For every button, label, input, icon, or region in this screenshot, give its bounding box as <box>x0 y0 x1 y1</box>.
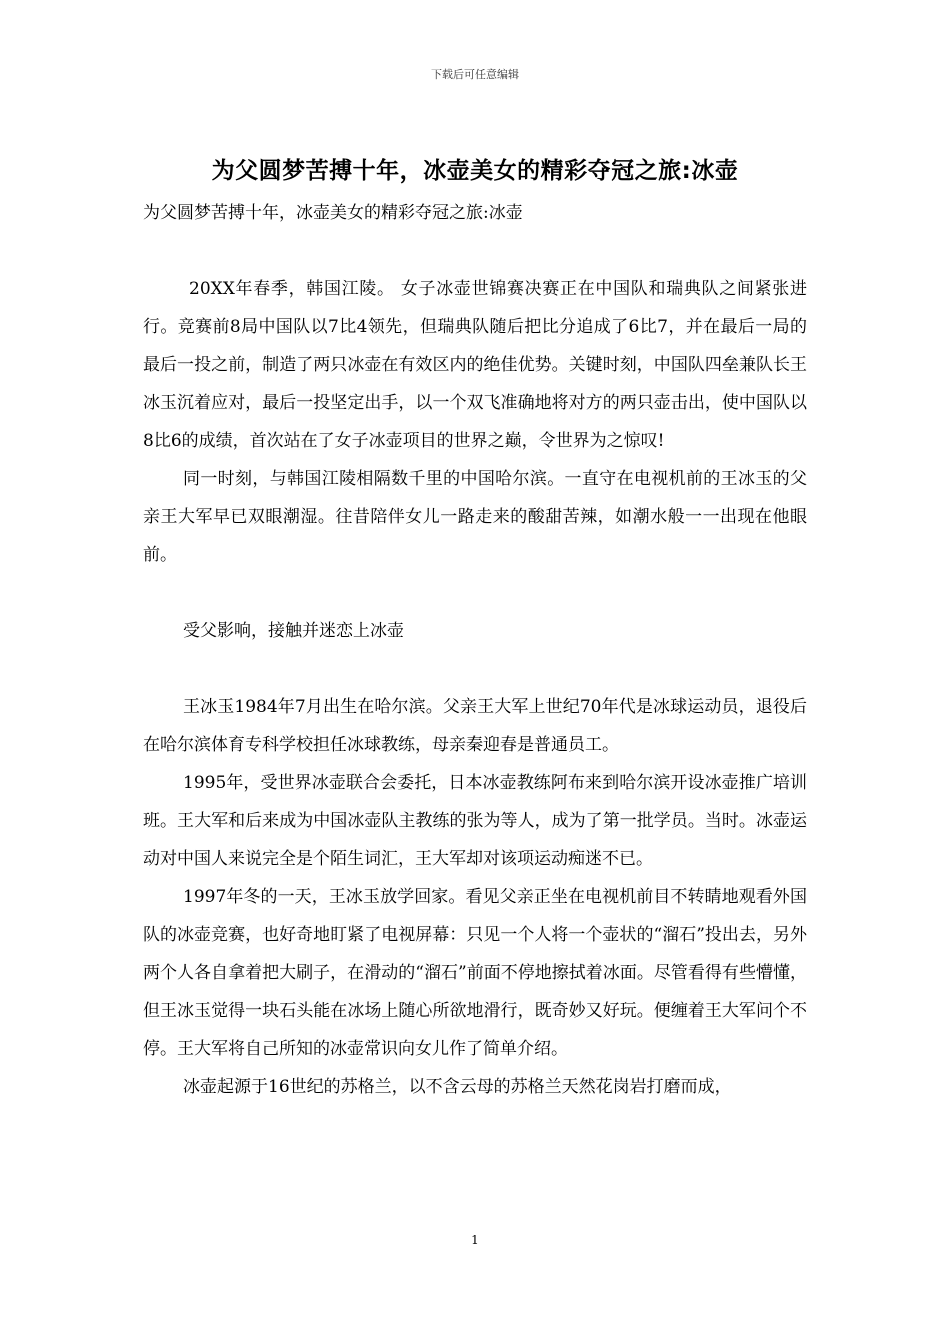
document-body <box>143 194 807 1106</box>
page-header-note: 下载后可任意编辑 <box>431 68 519 81</box>
paragraph-1995: 1995年，受世界冰壶联合会委托，日本冰壶教练阿布来到哈尔滨开设冰壶推广培训班。王大军和后来成为中国冰壶队主教练的张为等人，成为了第一批学员。当时。冰壶运动对中国人来说完全是个陌生词汇，王大军却对该项运动痴迷不已。 <box>143 773 807 869</box>
section-heading: 受父影响，接触并迷恋上冰壶 <box>183 621 404 641</box>
blank-line <box>143 574 807 612</box>
blank-line <box>143 650 807 688</box>
document-title: 为父圆梦苦搏十年，冰壶美女的精彩夺冠之旅:冰壶 <box>211 158 739 184</box>
paragraph-intro: 20XX年春季，韩国江陵。 女子冰壶世锦赛决赛正在中国队和瑞典队之间紧张进行。竞赛前8局中国队以7比4领先，但瑞典队随后把比分追成了6比7，并在最后一局的最后一投之前，制造了两只冰壶在有效区内的绝佳优势。关键时刻，中国队四垒兼队长王冰玉沉着应对，最后一投坚定出手，以一个双飞准确地将对方的两只壶击出，使中国队以8比6的成绩，首次站在了女子冰壶项目的世界之巅，令世界为之惊叹! <box>143 279 807 451</box>
paragraph-father-watching: 同一时刻，与韩国江陵相隔数千里的中国哈尔滨。一直守在电视机前的王冰玉的父亲王大军早已双眼潮湿。往昔陪伴女儿一路走来的酸甜苦辣，如潮水般一一出现在他眼前。 <box>143 469 807 565</box>
document-subtitle: 为父圆梦苦搏十年，冰壶美女的精彩夺冠之旅:冰壶 <box>143 203 523 223</box>
paragraph-origin: 冰壶起源于16世纪的苏格兰，以不含云母的苏格兰天然花岗岩打磨而成， <box>183 1077 732 1097</box>
page-number: 1 <box>471 1233 479 1247</box>
paragraph-1997: 1997年冬的一天，王冰玉放学回家。看见父亲正坐在电视机前目不转睛地观看外国队的冰壶竞赛，也好奇地盯紧了电视屏幕：只见一个人将一个壶状的“溜石”投出去，另外两个人各自拿着把大刷子，在滑动的“溜石”前面不停地擦拭着冰面。尽管看得有些懵懂，但王冰玉觉得一块石头能在冰场上随心所欲地滑行，既奇妙又好玩。便缠着王大军问个不停。王大军将自己所知的冰壶常识向女儿作了简单介绍。 <box>143 887 807 1059</box>
paragraph-birth: 王冰玉1984年7月出生在哈尔滨。父亲王大军上世纪70年代是冰球运动员，退役后在哈尔滨体育专科学校担任冰球教练，母亲秦迎春是普通员工。 <box>143 697 807 755</box>
blank-line <box>143 232 807 270</box>
